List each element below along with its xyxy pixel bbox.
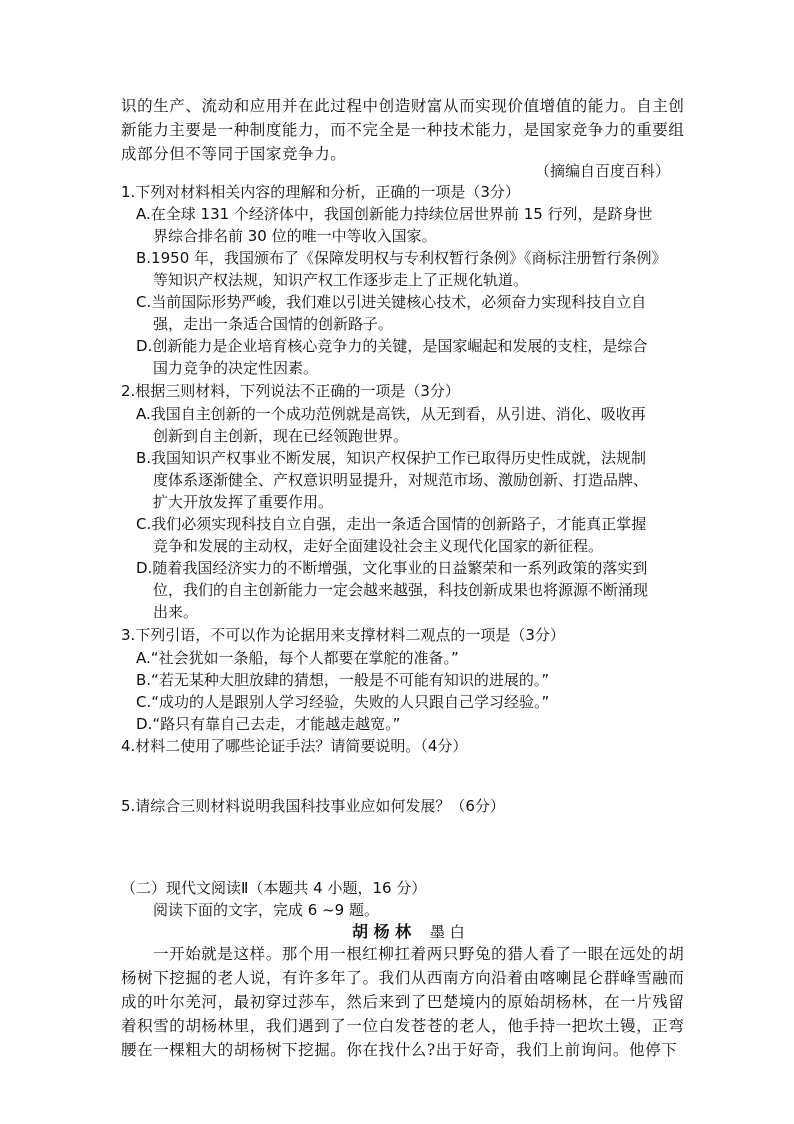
article-title: 胡 杨 林 [352,922,412,941]
q3-option-c: C.“成功的人是跟别人学习经验，失败的人只跟自己学习经验。” [136,693,550,711]
question-5-stem: 5.请综合三则材料说明我国科技事业应如何发展？（6分） [121,797,505,815]
q2-option-a: A.我国自主创新的一个成功范例就是高铁，从无到看，从引进、消化、吸收再 [136,405,646,423]
q1-option-c-cont: 强，走出一条适合国情的创新路子。 [153,315,394,333]
q2-option-d-cont: 位，我们的自主创新能力一定会越来越强，科技创新成果也将源源不断涌现 [153,581,649,599]
q1-option-a-cont: 界综合排名前 30 位的唯一中等收入国家。 [153,227,437,245]
article-line: 着积雪的胡杨林里，我们遇到了一位白发苍苍的老人，他手持一把坎土镘，正弯 [121,1017,685,1035]
q2-option-c-cont: 竞争和发展的主动权，走好全面建设社会主义现代化国家的新征程。 [153,537,604,555]
article-author: 墨 白 [430,923,465,941]
q1-option-d-cont: 国力竞争的决定性因素。 [153,359,319,377]
q3-option-d: D.“路只有靠自己去走，才能越走越宽。” [136,715,401,733]
question-3-stem: 3.下列引语，不可以作为论据用来支撑材料二观点的一项是（3分） [121,626,565,644]
material-text-line: 成部分但不等同于国家竞争力。 [121,145,347,163]
q3-option-b: B.“若无某种大胆放肆的猜想，一般是不可能有知识的进展的。” [136,671,550,689]
q2-option-b-cont: 扩大开放发挥了重要作用。 [153,493,334,511]
source-note: （摘编自百度百科） [535,162,671,180]
article-line: 杨树下挖掘的老人说，有许多年了。我们从西南方向沿着由喀喇昆仑群峰雪融而 [121,969,685,987]
q2-option-d-cont: 出来。 [153,603,199,621]
q2-option-a-cont: 创新到自主创新，现在已经领跑世界。 [153,427,409,445]
question-1-stem: 1.下列对材料相关内容的理解和分析，正确的一项是（3分） [121,183,520,201]
section-instruction: 阅读下面的文字，完成 6 ~9 题。 [153,901,379,919]
article-line: 成的叶尔羌河，最初穿过莎车，然后来到了巴楚境内的原始胡杨林，在一片残留 [121,993,685,1011]
material-text-line: 识的生产、流动和应用并在此过程中创造财富从而实现价值增值的能力。自主创 [121,97,685,115]
section-heading: （二）现代文阅读Ⅱ（本题共 4 小题，16 分） [121,879,427,897]
question-2-stem: 2.根据三则材料，下列说法不正确的一项是（3分） [121,382,460,400]
q2-option-c: C.我们必须实现科技自立自强，走出一条适合国情的创新路子，才能真正掌握 [136,515,647,533]
q1-option-a: A.在全球 131 个经济体中，我国创新能力持续位居世界前 15 行列，是跻身世 [136,205,653,223]
q2-option-b: B.我国知识产权事业不断发展，知识产权保护工作已取得历史性成就，法规制 [136,449,647,467]
q3-option-a: A.“社会犹如一条船，每个人都要在掌舵的准备。” [136,649,459,667]
question-4-stem: 4.材料二使用了哪些论证手法？请简要说明。（4分） [121,737,468,755]
q1-option-c: C.当前国际形势严峻，我们难以引进关键核心技术，必须奋力实现科技自立自 [136,293,647,311]
q2-option-b-cont: 度体系逐渐健全、产权意识明显提升，对规范市场、激励创新、打造品牌、 [153,471,649,489]
article-line: 腰在一棵粗大的胡杨树下挖掘。你在找什么?出于好奇，我们上前询问。他停下 [121,1041,678,1059]
material-text-line: 新能力主要是一种制度能力，而不完全是一种技术能力，是国家竞争力的重要组 [121,121,685,139]
q1-option-d: D.创新能力是企业培育核心竞争力的关键，是国家崛起和发展的支柱，是综合 [136,337,648,355]
q1-option-b-cont: 等知识产权法规，知识产权工作逐步走上了正规化轨道。 [153,271,529,289]
q1-option-b: B.1950 年，我国颁布了《保障发明权与专利权暂行条例》《商标注册暂行条例》 [136,249,667,267]
article-line: 一开始就是这样。那个用一根红柳扛着两只野兔的猎人看了一眼在远处的胡 [153,945,685,963]
q2-option-d: D.随着我国经济实力的不断增强，文化事业的日益繁荣和一系列政策的落实到 [136,559,648,577]
